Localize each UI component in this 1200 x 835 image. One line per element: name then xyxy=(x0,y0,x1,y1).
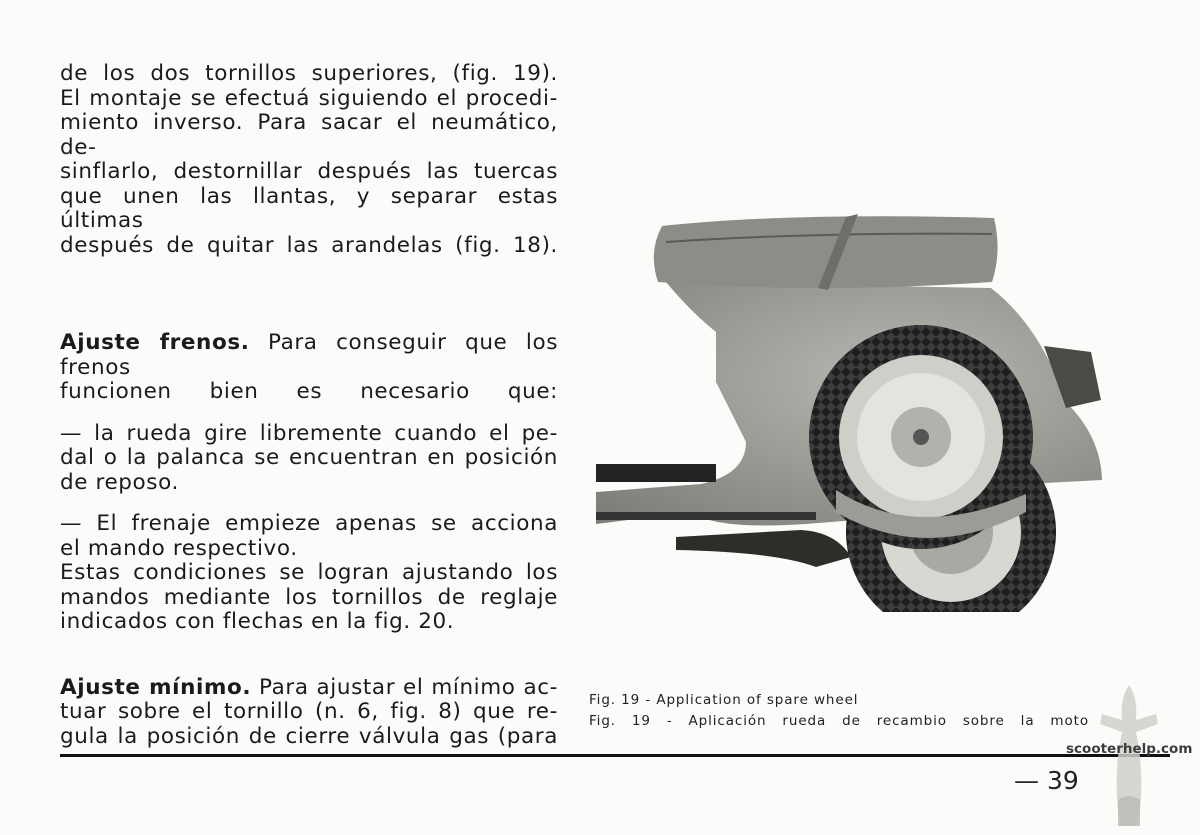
text-line: El montaje se efectuá siguiendo el procedi- xyxy=(60,85,558,111)
text-line: indicados con flechas en la fig. 20. xyxy=(60,609,455,634)
text-line: miento inverso. Para sacar el neumático, de- xyxy=(60,110,558,160)
caption-spanish: Fig. 19 - Aplicación rueda de recambio sobre la moto xyxy=(589,713,1089,729)
caption-english: Fig. 19 - Application of spare wheel xyxy=(589,692,859,708)
list-item-line: el mando respectivo. xyxy=(60,535,298,561)
text-line: mandos mediante los tornillos de reglaje xyxy=(60,584,558,610)
footer-rule xyxy=(60,754,1170,757)
text-line: funcionen bien es necesario que: xyxy=(60,379,558,404)
watermark-text: scooterhelp.com xyxy=(1066,741,1193,757)
scooter-spare-wheel-photo xyxy=(596,212,1108,612)
section-frenos-first-line: Ajuste frenos. Para conseguir que los frenos xyxy=(60,330,558,380)
page-number: — 39 xyxy=(1014,766,1079,795)
list-item-line: — la rueda gire libremente cuando el pe- xyxy=(60,420,558,446)
list-item-line: dal o la palanca se encuentran en posición xyxy=(60,445,558,470)
text-line: tuar sobre el tornillo (n. 6, fig. 8) que re- xyxy=(60,699,558,724)
list-item-line: de reposo. xyxy=(60,469,179,495)
text-line: sinflarlo, destornillar después las tuercas xyxy=(60,159,558,184)
text-column xyxy=(60,62,558,749)
section-heading-frenos: Ajuste frenos. xyxy=(60,330,250,355)
text-line: que unen las llantas, y separar estas últimas xyxy=(60,183,558,233)
section-minimo-first-line: Ajuste mínimo. Para ajustar el mínimo ac- xyxy=(60,674,558,700)
text-line: Estas condiciones se logran ajustando los xyxy=(60,560,558,585)
list-item-line: — El frenaje empieze apenas se acciona xyxy=(60,511,558,536)
text-line: de los dos tornillos superiores, (fig. 19). xyxy=(60,61,558,86)
text-line: gula la posición de cierre válvula gas (para xyxy=(60,723,558,749)
figure-caption xyxy=(589,690,1089,732)
text-line: después de quitar las arandelas (fig. 18). xyxy=(60,232,558,258)
section-heading-minimo: Ajuste mínimo. xyxy=(60,674,252,700)
